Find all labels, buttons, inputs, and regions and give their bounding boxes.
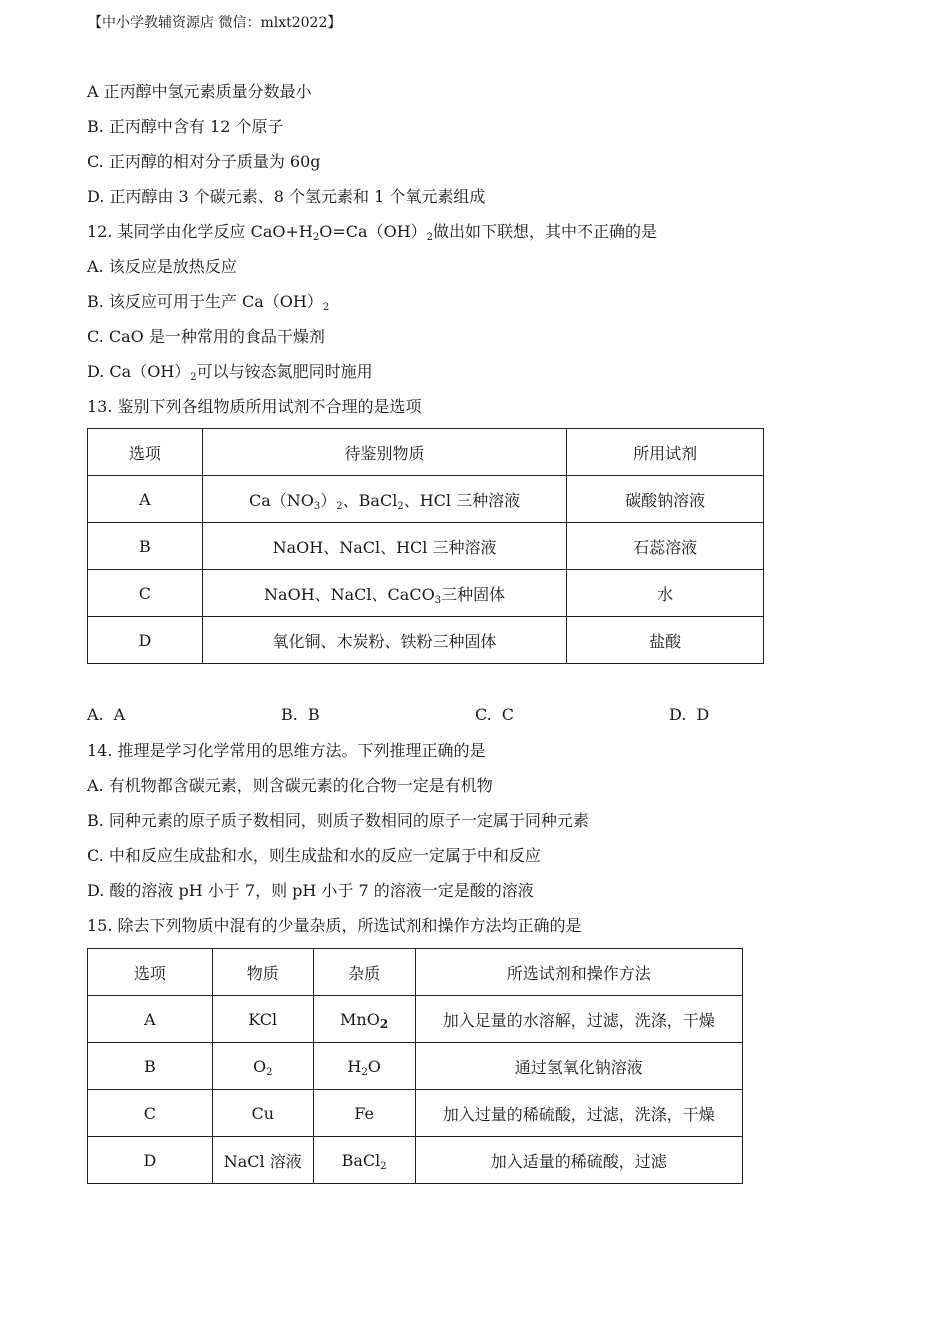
table-cell-impurity [313,1043,415,1090]
subscript: 3 [313,500,321,512]
q12-option-d-text: 可以与铵态氮肥同时施用 [196,362,373,381]
table-cell-method: 通过氢氧化钠溶液 [415,1043,742,1090]
choice-value: D [696,705,710,724]
table-cell-substance: Cu [212,1090,313,1137]
q11-option-a: A 正丙醇中氢元素质量分数最小 [87,82,312,101]
table-cell-substances: 氧化铜、木炭粉、铁粉三种固体 [202,617,566,664]
q12-option-c: C. CaO 是一种常用的食品干燥剂 [87,327,325,346]
table-cell-reagent: 石蕊溶液 [567,523,764,570]
q12-option-a: A. 该反应是放热反应 [87,257,237,276]
table-row [88,1137,743,1184]
subscript: 2 [312,232,320,243]
q12-stem-part: 做出如下联想，其中不正确的是 [433,222,658,241]
choice-value: B [307,705,320,724]
table-cell-substances [202,570,566,617]
q11-option-b: B. 正丙醇中含有 12 个原子 [87,117,284,136]
table-cell-impurity: Fe [313,1090,415,1137]
page-header: 【中小学教辅资源店 微信：mlxt2022】 [88,15,342,31]
table-cell-option: D [88,617,203,664]
formula-part: NaOH、NaCl、CaCO [264,584,435,604]
q13-choice-d [669,705,709,725]
subscript: 2 [190,372,197,383]
formula-part: O [367,1056,381,1076]
table-header-row [88,949,743,996]
q12-stem-part: 12. 某同学由化学反应 CaO+H [87,222,313,241]
q14-option-d: D. 酸的溶液 pH 小于 7，则 pH 小于 7 的溶液一定是酸的溶液 [87,881,534,900]
q14-stem: 14. 推理是学习化学常用的思维方法。下列推理正确的是 [87,741,486,760]
table-cell-method: 加入足量的水溶解，过滤，洗涤，干燥 [415,996,742,1043]
table-cell-option: C [88,570,203,617]
formula-part: MnO [340,1009,380,1029]
q14-option-c: C. 中和反应生成盐和水，则生成盐和水的反应一定属于中和反应 [87,846,541,865]
formula-part: 三种固体 [441,584,506,604]
table-header-cell: 选项 [88,429,203,476]
table-cell-impurity [313,1137,415,1184]
formula-part: O [252,1056,267,1076]
table-row [88,523,764,570]
formula-part: ） [320,490,337,510]
table-cell-option: C [88,1090,213,1137]
table-cell-substance [212,1043,313,1090]
q13-choice-c [475,705,514,725]
table-header-row [88,429,764,476]
choice-value: A [113,705,126,724]
subscript: 2 [266,1066,273,1078]
table-cell-option: D [88,1137,213,1184]
choice-value: C [501,705,515,724]
q14-option-b: B. 同种元素的原子质子数相同，则质子数相同的原子一定属于同种元素 [87,811,589,830]
q15-stem: 15. 除去下列物质中混有的少量杂质，所选试剂和操作方法均正确的是 [87,916,582,935]
formula-part: 、HCl 三种溶液 [403,490,521,510]
table-header-cell: 所用试剂 [567,429,764,476]
choice-label: B. [281,705,298,724]
table-cell-method: 加入过量的稀硫酸，过滤，洗涤，干燥 [415,1090,742,1137]
table-cell-substance: NaCl 溶液 [212,1137,313,1184]
table-cell-method: 加入适量的稀硫酸，过滤 [415,1137,742,1184]
choice-label: C. [475,705,492,724]
q12-stem-part: O=Ca（OH） [319,222,427,241]
formula-part: Ca（NO [249,490,314,510]
choice-label: D. [669,705,687,724]
formula-part: BaCl [341,1150,381,1170]
q11-option-c: C. 正丙醇的相对分子质量为 60g [87,152,321,171]
table-cell-substances: NaOH、NaCl、HCl 三种溶液 [202,523,566,570]
q12-option-d [87,362,373,382]
q13-table [87,428,764,664]
subscript: 3 [434,594,442,606]
q13-choice-b [281,705,320,725]
table-header-cell: 所选试剂和操作方法 [415,949,742,996]
formula-part: 、BaCl [342,490,398,510]
table-cell-reagent: 盐酸 [567,617,764,664]
q14-option-a: A. 有机物都含碳元素，则含碳元素的化合物一定是有机物 [87,776,493,795]
subscript: 2 [379,1016,389,1031]
subscript: 2 [426,232,434,243]
table-row [88,1090,743,1137]
subscript: 2 [322,302,330,313]
table-cell-impurity [313,996,415,1043]
q12-stem [87,222,657,242]
table-row [88,996,743,1043]
table-header-cell: 杂质 [313,949,415,996]
table-header-cell: 待鉴别物质 [202,429,566,476]
table-cell-substance: KCl [212,996,313,1043]
table-cell-substances [202,476,566,523]
table-row [88,617,764,664]
q15-table [87,948,743,1184]
subscript: 2 [380,1160,387,1172]
q11-option-d: D. 正丙醇由 3 个碳元素、8 个氢元素和 1 个氧元素组成 [87,187,486,206]
choice-label: A. [87,705,104,724]
table-header-cell: 选项 [88,949,213,996]
q12-option-b [87,292,329,312]
formula-part: H [347,1056,362,1076]
table-cell-reagent: 碳酸钠溶液 [567,476,764,523]
q12-option-b-text: B. 该反应可用于生产 Ca（OH） [87,292,323,311]
q13-stem: 13. 鉴别下列各组物质所用试剂不合理的是选项 [87,397,422,416]
subscript: 2 [397,500,404,512]
table-cell-option: A [88,996,213,1043]
subscript: 2 [361,1066,368,1078]
table-cell-option: B [88,523,203,570]
table-row [88,1043,743,1090]
table-row [88,476,764,523]
table-header-cell: 物质 [212,949,313,996]
q12-option-d-text: D. Ca（OH） [87,362,191,381]
table-row [88,570,764,617]
table-cell-option: A [88,476,203,523]
table-cell-reagent: 水 [567,570,764,617]
q13-choice-a [87,705,125,725]
table-cell-option: B [88,1043,213,1090]
subscript: 2 [336,500,343,512]
